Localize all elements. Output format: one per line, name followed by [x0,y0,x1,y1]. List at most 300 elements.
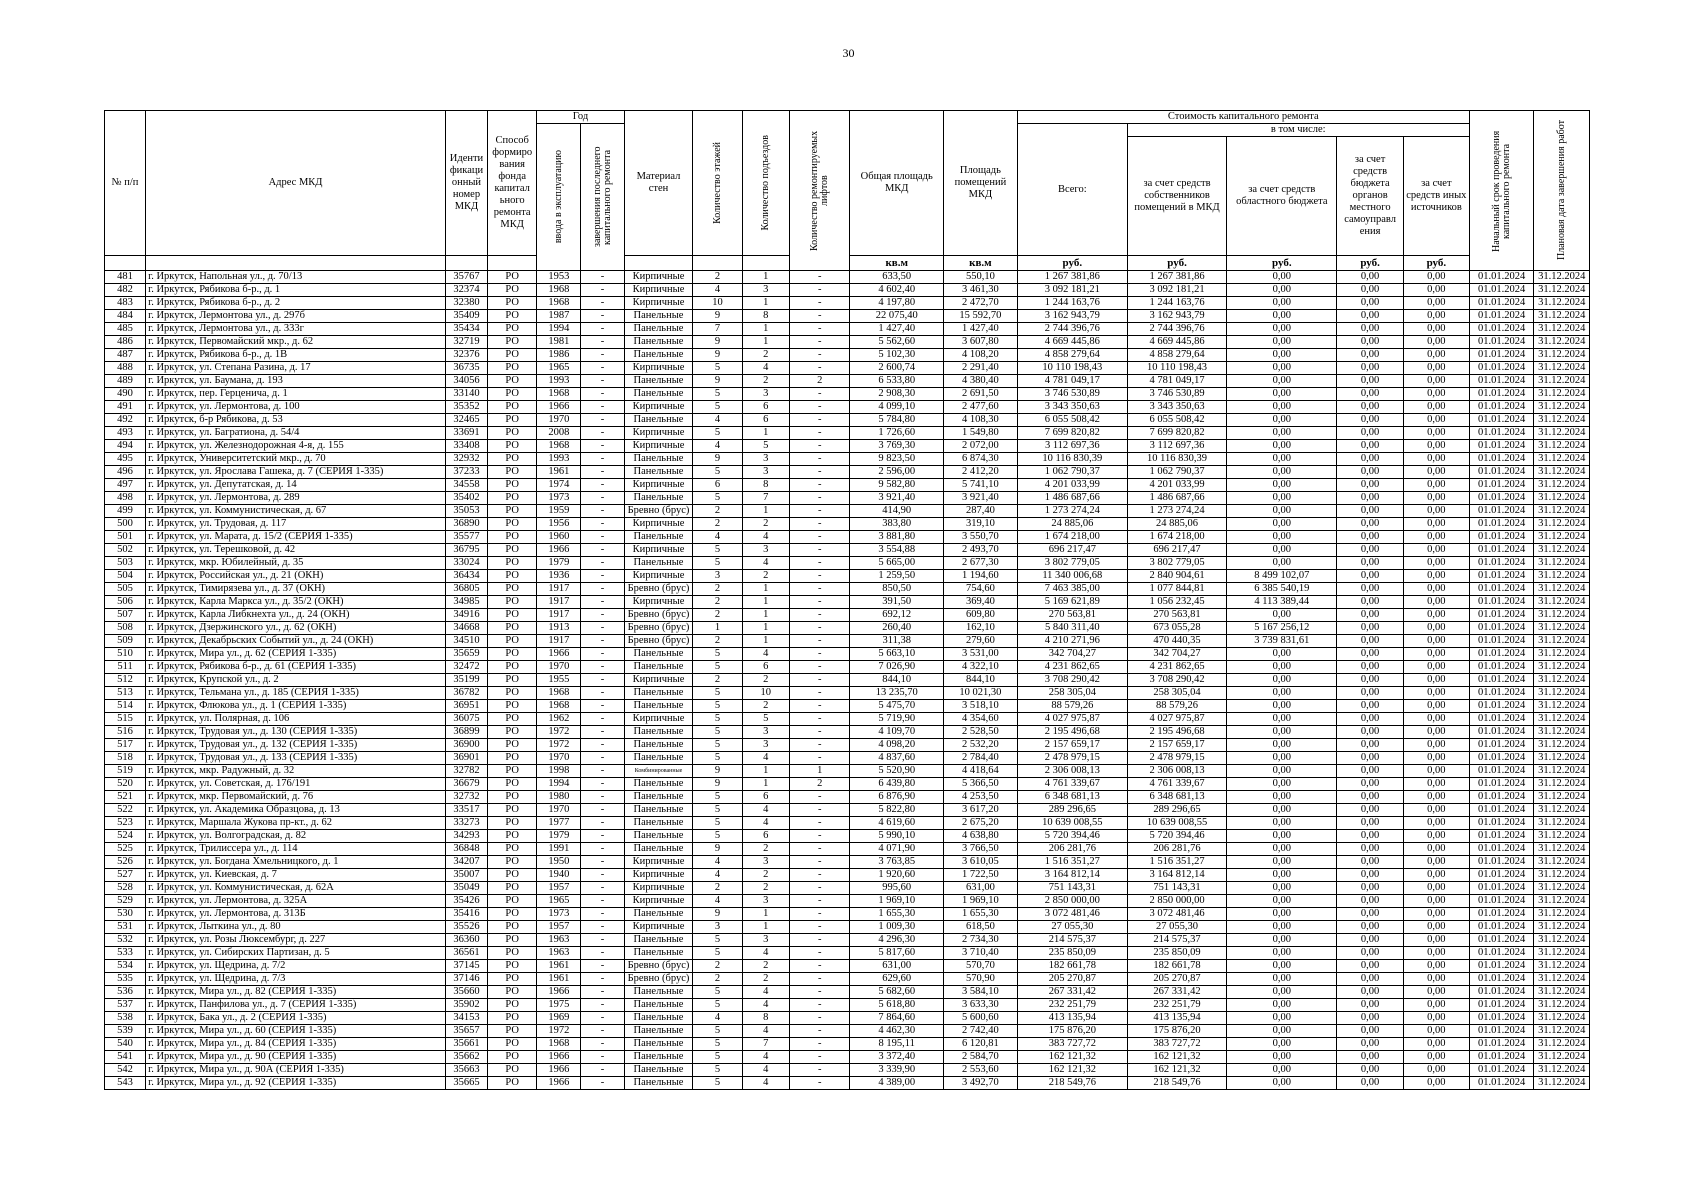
cell-elevators: - [789,947,850,960]
cell-year-commission: 1970 [537,414,581,427]
cell-wall-material: Кирпичные [624,570,693,583]
cell-address: г. Иркутск, Напольная ул., д. 70/13 [146,271,446,284]
cell-start-date: 01.01.2024 [1469,531,1534,544]
cell-entrances: 2 [742,973,789,986]
cell-entrances: 1 [742,297,789,310]
cell-end-date: 31.12.2024 [1534,1064,1590,1077]
cell-start-date: 01.01.2024 [1469,921,1534,934]
cell-address: г. Иркутск, Дзержинского ул., д. 62 (ОКН) [146,622,446,635]
cell-elevators: - [789,700,850,713]
cell-ident: 36899 [445,726,487,739]
cell-elevators: - [789,349,850,362]
cell-total-cost: 1 273 274,24 [1017,505,1127,518]
cell-method: РО [488,1012,537,1025]
cell-local-budget: 0,00 [1337,921,1404,934]
cell-premises-area: 2 784,40 [943,752,1017,765]
cell-premises-area: 6 120,81 [943,1038,1017,1051]
cell-method: РО [488,427,537,440]
col-owners-header: за счет средств собственников помещений в МКД [1127,137,1227,256]
cell-total-area: 3 339,90 [850,1064,943,1077]
cell-wall-material: Кирпичные [624,869,693,882]
cell-local-budget: 0,00 [1337,752,1404,765]
table-row [105,336,1590,349]
cell-num: 492 [105,414,146,427]
cell-local-budget: 0,00 [1337,557,1404,570]
cell-owners-funds: 1 674 218,00 [1127,531,1227,544]
cell-regional-budget: 0,00 [1227,518,1337,531]
cell-ident: 34056 [445,375,487,388]
cell-local-budget: 0,00 [1337,960,1404,973]
cell-year-repair: - [581,856,624,869]
table-row [105,830,1590,843]
cell-start-date: 01.01.2024 [1469,830,1534,843]
cell-address: г. Иркутск, ул. Коммунистическая, д. 62А [146,882,446,895]
table-row [105,804,1590,817]
cell-total-area: 3 372,40 [850,1051,943,1064]
cell-method: РО [488,726,537,739]
cell-ident: 32380 [445,297,487,310]
cell-other-sources: 0,00 [1403,505,1469,518]
cell-regional-budget: 0,00 [1227,908,1337,921]
cell-regional-budget: 0,00 [1227,505,1337,518]
cell-owners-funds: 342 704,27 [1127,648,1227,661]
table-row [105,479,1590,492]
cell-elevators: - [789,804,850,817]
cell-year-repair: - [581,999,624,1012]
cell-elevators: - [789,713,850,726]
cell-regional-budget: 0,00 [1227,830,1337,843]
cell-total-cost: 4 669 445,86 [1017,336,1127,349]
cell-end-date: 31.12.2024 [1534,817,1590,830]
cell-wall-material: Кирпичные [624,518,693,531]
cell-regional-budget: 0,00 [1227,726,1337,739]
cell-entrances: 4 [742,986,789,999]
cell-local-budget: 0,00 [1337,492,1404,505]
cell-floors: 2 [693,973,742,986]
table-row [105,427,1590,440]
cell-year-commission: 1968 [537,440,581,453]
cell-total-area: 1 655,30 [850,908,943,921]
cell-num: 496 [105,466,146,479]
cell-total-area: 1 009,30 [850,921,943,934]
cell-regional-budget: 0,00 [1227,492,1337,505]
cell-other-sources: 0,00 [1403,843,1469,856]
cell-end-date: 31.12.2024 [1534,765,1590,778]
cell-method: РО [488,492,537,505]
cell-year-commission: 1961 [537,973,581,986]
cell-ident: 35577 [445,531,487,544]
cell-regional-budget: 0,00 [1227,284,1337,297]
cell-other-sources: 0,00 [1403,531,1469,544]
cell-total-cost: 4 201 033,99 [1017,479,1127,492]
cell-address: г. Иркутск, ул. Розы Люксембург, д. 227 [146,934,446,947]
cell-end-date: 31.12.2024 [1534,479,1590,492]
cell-wall-material: Панельные [624,388,693,401]
cell-local-budget: 0,00 [1337,973,1404,986]
cell-start-date: 01.01.2024 [1469,544,1534,557]
cell-total-area: 4 098,20 [850,739,943,752]
cell-premises-area: 2 493,70 [943,544,1017,557]
cell-regional-budget: 0,00 [1227,713,1337,726]
cell-wall-material: Панельные [624,843,693,856]
cell-start-date: 01.01.2024 [1469,388,1534,401]
cell-entrances: 3 [742,895,789,908]
cell-wall-material: Панельные [624,1025,693,1038]
cell-end-date: 31.12.2024 [1534,297,1590,310]
cell-method: РО [488,583,537,596]
cell-total-cost: 3 343 350,63 [1017,401,1127,414]
cell-elevators: - [789,609,850,622]
cell-year-repair: - [581,323,624,336]
cell-year-commission: 1963 [537,934,581,947]
cell-local-budget: 0,00 [1337,401,1404,414]
col-other-header: за счет средств иных источников [1403,137,1469,256]
col-ident-header: Иденти фикаци онный номер МКД [445,111,487,256]
cell-start-date: 01.01.2024 [1469,401,1534,414]
cell-total-area: 692,12 [850,609,943,622]
cell-ident: 36900 [445,739,487,752]
cell-elevators: - [789,271,850,284]
cell-total-cost: 4 027 975,87 [1017,713,1127,726]
cell-floors: 9 [693,310,742,323]
cell-address: г. Иркутск, ул. Советская, д. 176/191 [146,778,446,791]
cell-regional-budget: 0,00 [1227,973,1337,986]
cell-entrances: 1 [742,635,789,648]
cell-address: г. Иркутск, ул. Трудовая, д. 117 [146,518,446,531]
cell-method: РО [488,843,537,856]
unit-empty [693,256,742,271]
cell-wall-material: Панельные [624,999,693,1012]
cell-other-sources: 0,00 [1403,960,1469,973]
cell-start-date: 01.01.2024 [1469,778,1534,791]
table-row [105,674,1590,687]
cell-owners-funds: 88 579,26 [1127,700,1227,713]
cell-elevators: - [789,479,850,492]
cell-num: 498 [105,492,146,505]
cell-num: 513 [105,687,146,700]
cell-total-cost: 383 727,72 [1017,1038,1127,1051]
cell-total-area: 2 600,74 [850,362,943,375]
cell-ident: 32376 [445,349,487,362]
cell-address: г. Иркутск, пер. Герценича, д. 1 [146,388,446,401]
cell-other-sources: 0,00 [1403,1051,1469,1064]
cell-regional-budget: 5 167 256,12 [1227,622,1337,635]
col-method-header: Способ формиро вания фонда капитал ьного ремонта МКД [488,111,537,256]
cell-local-budget: 0,00 [1337,518,1404,531]
cell-other-sources: 0,00 [1403,1038,1469,1051]
cell-address: г. Иркутск, Лермонтова ул., д. 333г [146,323,446,336]
cell-end-date: 31.12.2024 [1534,362,1590,375]
unit-empty [624,256,693,271]
cell-local-budget: 0,00 [1337,453,1404,466]
cell-owners-funds: 6 348 681,13 [1127,791,1227,804]
cell-address: г. Иркутск, Трилиссера ул., д. 114 [146,843,446,856]
cell-total-cost: 289 296,65 [1017,804,1127,817]
cell-floors: 4 [693,440,742,453]
cell-year-repair: - [581,440,624,453]
cell-floors: 5 [693,1077,742,1090]
cell-method: РО [488,453,537,466]
cell-method: РО [488,973,537,986]
cell-ident: 32374 [445,284,487,297]
cell-local-budget: 0,00 [1337,661,1404,674]
cell-owners-funds: 413 135,94 [1127,1012,1227,1025]
cell-start-date: 01.01.2024 [1469,622,1534,635]
cell-entrances: 4 [742,804,789,817]
cell-ident: 32472 [445,661,487,674]
cell-year-commission: 1956 [537,518,581,531]
cell-num: 482 [105,284,146,297]
cell-total-cost: 1 244 163,76 [1017,297,1127,310]
cell-local-budget: 0,00 [1337,544,1404,557]
cell-other-sources: 0,00 [1403,713,1469,726]
cell-other-sources: 0,00 [1403,453,1469,466]
cell-floors: 5 [693,947,742,960]
cell-year-commission: 1968 [537,687,581,700]
cell-floors: 5 [693,752,742,765]
cell-address: г. Иркутск, ул. Баумана, д. 193 [146,375,446,388]
cell-year-commission: 1917 [537,609,581,622]
cell-address: г. Иркутск, Мира ул., д. 62 (СЕРИЯ 1-335) [146,648,446,661]
cell-entrances: 2 [742,674,789,687]
cell-owners-funds: 7 699 820,82 [1127,427,1227,440]
cell-total-cost: 6 348 681,13 [1017,791,1127,804]
cell-other-sources: 0,00 [1403,570,1469,583]
cell-premises-area: 3 550,70 [943,531,1017,544]
cell-elevators: - [789,752,850,765]
cell-local-budget: 0,00 [1337,336,1404,349]
cell-num: 506 [105,596,146,609]
cell-year-commission: 1970 [537,661,581,674]
col-start-date-header: Начальный срок проведения капитального ремонта [1469,111,1534,271]
cell-total-area: 6 439,80 [850,778,943,791]
cell-owners-funds: 5 720 394,46 [1127,830,1227,843]
cell-owners-funds: 3 092 181,21 [1127,284,1227,297]
cell-local-budget: 0,00 [1337,284,1404,297]
cell-owners-funds: 1 062 790,37 [1127,466,1227,479]
cell-local-budget: 0,00 [1337,674,1404,687]
cell-start-date: 01.01.2024 [1469,947,1534,960]
cell-local-budget: 0,00 [1337,986,1404,999]
cell-entrances: 4 [742,1077,789,1090]
cell-ident: 35661 [445,1038,487,1051]
cell-end-date: 31.12.2024 [1534,323,1590,336]
cell-start-date: 01.01.2024 [1469,362,1534,375]
cell-entrances: 8 [742,310,789,323]
cell-method: РО [488,856,537,869]
cell-method: РО [488,596,537,609]
cell-other-sources: 0,00 [1403,1012,1469,1025]
cell-other-sources: 0,00 [1403,986,1469,999]
cell-floors: 5 [693,466,742,479]
cell-year-repair: - [581,388,624,401]
cell-total-area: 1 427,40 [850,323,943,336]
cell-address: г. Иркутск, ул. Полярная, д. 106 [146,713,446,726]
cell-year-commission: 1966 [537,1077,581,1090]
cell-method: РО [488,609,537,622]
cell-start-date: 01.01.2024 [1469,999,1534,1012]
cell-start-date: 01.01.2024 [1469,986,1534,999]
cell-elevators: - [789,440,850,453]
cell-floors: 2 [693,960,742,973]
table-row [105,518,1590,531]
cell-local-budget: 0,00 [1337,323,1404,336]
cell-owners-funds: 4 761 339,67 [1127,778,1227,791]
cell-year-repair: - [581,349,624,362]
cell-year-commission: 1968 [537,388,581,401]
cell-regional-budget: 0,00 [1227,843,1337,856]
cell-elevators: - [789,895,850,908]
unit-empty [105,256,146,271]
cell-regional-budget: 0,00 [1227,349,1337,362]
cell-address: г. Иркутск, ул. Щедрина, д. 7/2 [146,960,446,973]
cell-premises-area: 287,40 [943,505,1017,518]
cell-entrances: 3 [742,934,789,947]
cell-premises-area: 369,40 [943,596,1017,609]
cell-num: 481 [105,271,146,284]
cell-premises-area: 6 874,30 [943,453,1017,466]
cell-premises-area: 618,50 [943,921,1017,934]
cell-local-budget: 0,00 [1337,1038,1404,1051]
cell-wall-material: Бревно (брус) [624,505,693,518]
cell-total-area: 3 763,85 [850,856,943,869]
cell-entrances: 4 [742,1025,789,1038]
cell-year-commission: 1973 [537,908,581,921]
col-regional-header: за счет средств областного бюджета [1227,137,1337,256]
cell-elevators: - [789,1025,850,1038]
cell-elevators: - [789,960,850,973]
cell-owners-funds: 3 164 812,14 [1127,869,1227,882]
cell-total-area: 4 389,00 [850,1077,943,1090]
cell-start-date: 01.01.2024 [1469,700,1534,713]
cell-address: г. Иркутск, ул. Марата, д. 15/2 (СЕРИЯ 1-335) [146,531,446,544]
cell-ident: 35007 [445,869,487,882]
cell-num: 530 [105,908,146,921]
cell-other-sources: 0,00 [1403,895,1469,908]
cell-elevators: - [789,726,850,739]
cell-start-date: 01.01.2024 [1469,804,1534,817]
cell-year-commission: 1972 [537,1025,581,1038]
cell-total-area: 5 618,80 [850,999,943,1012]
cell-local-budget: 0,00 [1337,622,1404,635]
cell-other-sources: 0,00 [1403,921,1469,934]
cell-floors: 5 [693,1051,742,1064]
cell-address: г. Иркутск, Мира ул., д. 90А (СЕРИЯ 1-335) [146,1064,446,1077]
cell-end-date: 31.12.2024 [1534,986,1590,999]
cell-wall-material: Панельные [624,310,693,323]
cell-end-date: 31.12.2024 [1534,752,1590,765]
cell-year-commission: 1968 [537,297,581,310]
unit-total-area: кв.м [850,256,943,271]
cell-start-date: 01.01.2024 [1469,518,1534,531]
cell-other-sources: 0,00 [1403,518,1469,531]
cell-total-cost: 11 340 006,68 [1017,570,1127,583]
cell-floors: 4 [693,414,742,427]
cell-end-date: 31.12.2024 [1534,544,1590,557]
cell-total-cost: 1 674 218,00 [1017,531,1127,544]
col-num-header: № п/п [105,111,146,256]
cell-start-date: 01.01.2024 [1469,1038,1534,1051]
cell-wall-material: Кирпичные [624,362,693,375]
cell-total-cost: 1 516 351,27 [1017,856,1127,869]
cell-floors: 2 [693,518,742,531]
table-row [105,596,1590,609]
cell-premises-area: 15 592,70 [943,310,1017,323]
cell-year-repair: - [581,414,624,427]
cell-elevators: - [789,869,850,882]
cell-elevators: 2 [789,778,850,791]
cell-other-sources: 0,00 [1403,297,1469,310]
cell-regional-budget: 0,00 [1227,557,1337,570]
cell-regional-budget: 0,00 [1227,323,1337,336]
cell-ident: 35902 [445,999,487,1012]
cell-ident: 34153 [445,1012,487,1025]
cell-elevators: - [789,1051,850,1064]
table-row [105,869,1590,882]
cell-ident: 34668 [445,622,487,635]
cell-local-budget: 0,00 [1337,583,1404,596]
cell-method: РО [488,297,537,310]
cell-address: г. Иркутск, Тимирязева ул., д. 37 (ОКН) [146,583,446,596]
cell-entrances: 1 [742,505,789,518]
cell-total-area: 5 475,70 [850,700,943,713]
cell-total-cost: 10 110 198,43 [1017,362,1127,375]
cell-total-area: 5 663,10 [850,648,943,661]
cell-num: 488 [105,362,146,375]
cell-owners-funds: 1 267 381,86 [1127,271,1227,284]
cell-premises-area: 3 610,05 [943,856,1017,869]
cell-year-repair: - [581,843,624,856]
cell-entrances: 1 [742,271,789,284]
cell-owners-funds: 270 563,81 [1127,609,1227,622]
cell-wall-material: Панельные [624,908,693,921]
cell-floors: 2 [693,583,742,596]
cell-ident: 36360 [445,934,487,947]
cell-start-date: 01.01.2024 [1469,713,1534,726]
cell-start-date: 01.01.2024 [1469,765,1534,778]
cell-premises-area: 754,60 [943,583,1017,596]
cell-num: 510 [105,648,146,661]
cell-elevators: - [789,1064,850,1077]
col-year-group-header: Год [537,111,624,124]
cell-premises-area: 3 531,00 [943,648,1017,661]
cell-address: г. Иркутск, Рябикова б-р., д. 2 [146,297,446,310]
cell-start-date: 01.01.2024 [1469,427,1534,440]
cell-num: 542 [105,1064,146,1077]
table-row [105,648,1590,661]
cell-total-cost: 1 267 381,86 [1017,271,1127,284]
cell-ident: 34985 [445,596,487,609]
cell-method: РО [488,830,537,843]
cell-num: 511 [105,661,146,674]
cell-regional-budget: 0,00 [1227,700,1337,713]
cell-year-commission: 1974 [537,479,581,492]
cell-method: РО [488,401,537,414]
cell-other-sources: 0,00 [1403,349,1469,362]
table-row [105,908,1590,921]
table-row [105,661,1590,674]
cell-local-budget: 0,00 [1337,349,1404,362]
cell-other-sources: 0,00 [1403,427,1469,440]
table-row [105,1077,1590,1090]
cell-year-repair: - [581,791,624,804]
cell-owners-funds: 218 549,76 [1127,1077,1227,1090]
cell-total-area: 4 837,60 [850,752,943,765]
cell-num: 490 [105,388,146,401]
cell-year-repair: - [581,817,624,830]
cell-year-repair: - [581,427,624,440]
cell-total-area: 5 562,60 [850,336,943,349]
